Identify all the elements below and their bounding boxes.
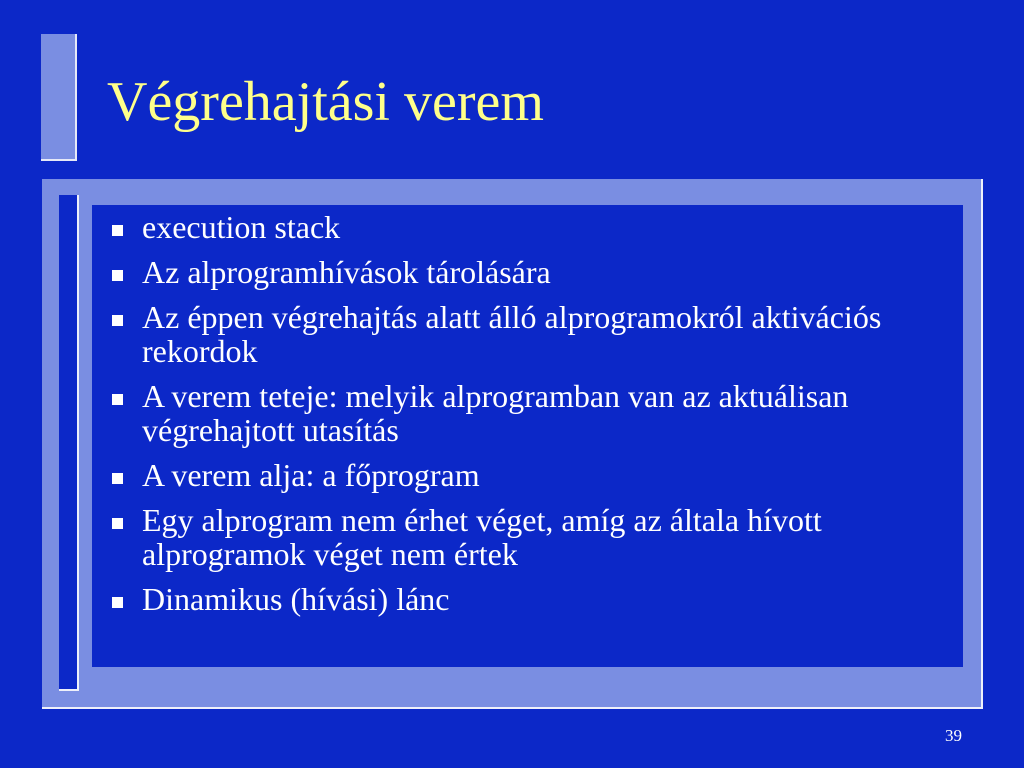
- bullet-item: [107, 379, 947, 447]
- bullet-text: Az alprogramhívások tárolására: [142, 254, 551, 290]
- bullet-item: [107, 458, 947, 492]
- square-bullet-icon: [112, 394, 123, 405]
- page-number: 39: [945, 726, 962, 745]
- bullet-item: [107, 210, 947, 244]
- bullet-text: execution stack: [142, 209, 341, 245]
- square-bullet-icon: [112, 225, 123, 236]
- bullet-text: Az éppen végrehajtás alatt álló alprogramokról aktivációs rekordok: [142, 299, 882, 369]
- square-bullet-icon: [112, 315, 123, 326]
- bullet-text: A verem alja: a főprogram: [142, 457, 480, 493]
- bullet-text: Dinamikus (hívási) lánc: [142, 581, 450, 617]
- square-bullet-icon: [112, 473, 123, 484]
- square-bullet-icon: [112, 597, 123, 608]
- square-bullet-icon: [112, 270, 123, 281]
- title-accent-bar: [41, 34, 77, 161]
- bullet-item: [107, 255, 947, 289]
- bullet-text: A verem teteje: melyik alprogramban van az aktuálisan végrehajtott utasítás: [142, 378, 849, 448]
- frame-accent-bar: [59, 195, 79, 691]
- bullet-text: Egy alprogram nem érhet véget, amíg az általa hívott alprogramok véget nem értek: [142, 502, 822, 572]
- square-bullet-icon: [112, 518, 123, 529]
- bullet-item: [107, 503, 947, 571]
- content-panel: [92, 205, 963, 667]
- bullet-list: [107, 210, 947, 627]
- slide-title: Végrehajtási verem: [107, 71, 544, 133]
- bullet-item: [107, 582, 947, 616]
- bullet-item: [107, 300, 947, 368]
